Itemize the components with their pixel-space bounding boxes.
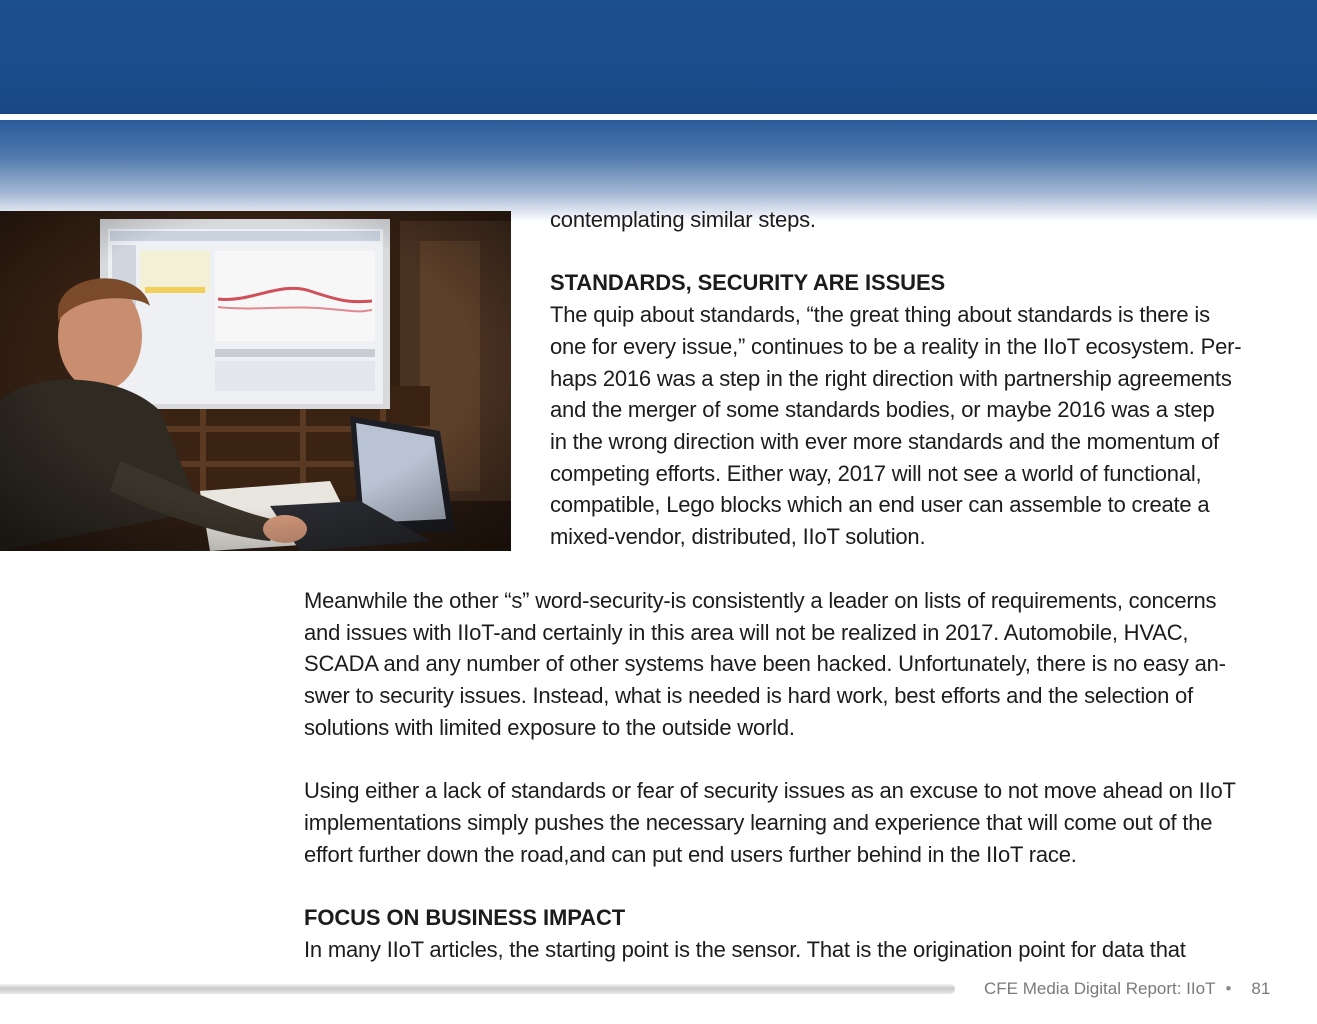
body-line: In many IIoT articles, the starting point is the sensor. That is the origination point for data that (304, 936, 1186, 962)
body-line: haps 2016 was a step in the right direction with partnership agreements (550, 365, 1232, 391)
body-line: Using either a lack of standards or fear of security issues as an excuse to not move ahead on IIoT (304, 778, 1236, 804)
section-heading-standards-security: STANDARDS, SECURITY ARE ISSUES (550, 270, 946, 296)
body-line: The quip about standards, “the great thing about standards is there is (550, 302, 1210, 328)
body-line: effort further down the road,and can put end users further behind in the IIoT race. (304, 841, 1077, 867)
footer-publication: CFE Media Digital Report: IIoT (984, 979, 1216, 998)
paragraph-gap (304, 744, 1264, 776)
body-line: in the wrong direction with ever more standards and the momentum of (550, 428, 1219, 454)
body-line: competing efforts. Either way, 2017 will not see a world of functional, (550, 460, 1202, 486)
article-column-wide (304, 585, 1264, 965)
page-number: 81 (1251, 979, 1271, 998)
body-line: and issues with IIoT-and certainly in this area will not be realized in 2017. Automobile, HVAC, (304, 619, 1189, 645)
header-band (0, 0, 1317, 114)
body-line: one for every issue,” continues to be a reality in the IIoT ecosystem. Per- (550, 333, 1242, 359)
body-line: Meanwhile the other “s” word-security-is consistently a leader on lists of requirements, concerns (304, 588, 1217, 613)
body-line: SCADA and any number of other systems have been hacked. Unfortunately, there is no easy an- (304, 651, 1226, 677)
article-column-right (550, 204, 1265, 553)
body-line: compatible, Lego blocks which an end user can assemble to create a (550, 492, 1210, 518)
section-heading-business-impact: FOCUS ON BUSINESS IMPACT (304, 905, 626, 930)
paragraph-gap (550, 236, 1265, 268)
footer-bullet: • (1225, 979, 1232, 998)
footer-rule (0, 984, 955, 994)
body-line: mixed-vendor, distributed, IIoT solution. (550, 524, 926, 550)
page-footer (984, 979, 1270, 999)
paragraph-gap (304, 870, 1264, 902)
body-line: solutions with limited exposure to the outside world. (304, 714, 795, 740)
body-line: and the merger of some standards bodies, or maybe 2016 was a step (550, 397, 1215, 423)
body-line: implementations simply pushes the necessary learning and experience that will come out of the (304, 809, 1213, 835)
photo-man-presenting-iiot-software (0, 211, 511, 551)
body-line: swer to security issues. Instead, what is needed is hard work, best efforts and the selection of (304, 683, 1193, 709)
lead-line: contemplating similar steps. (550, 207, 816, 232)
